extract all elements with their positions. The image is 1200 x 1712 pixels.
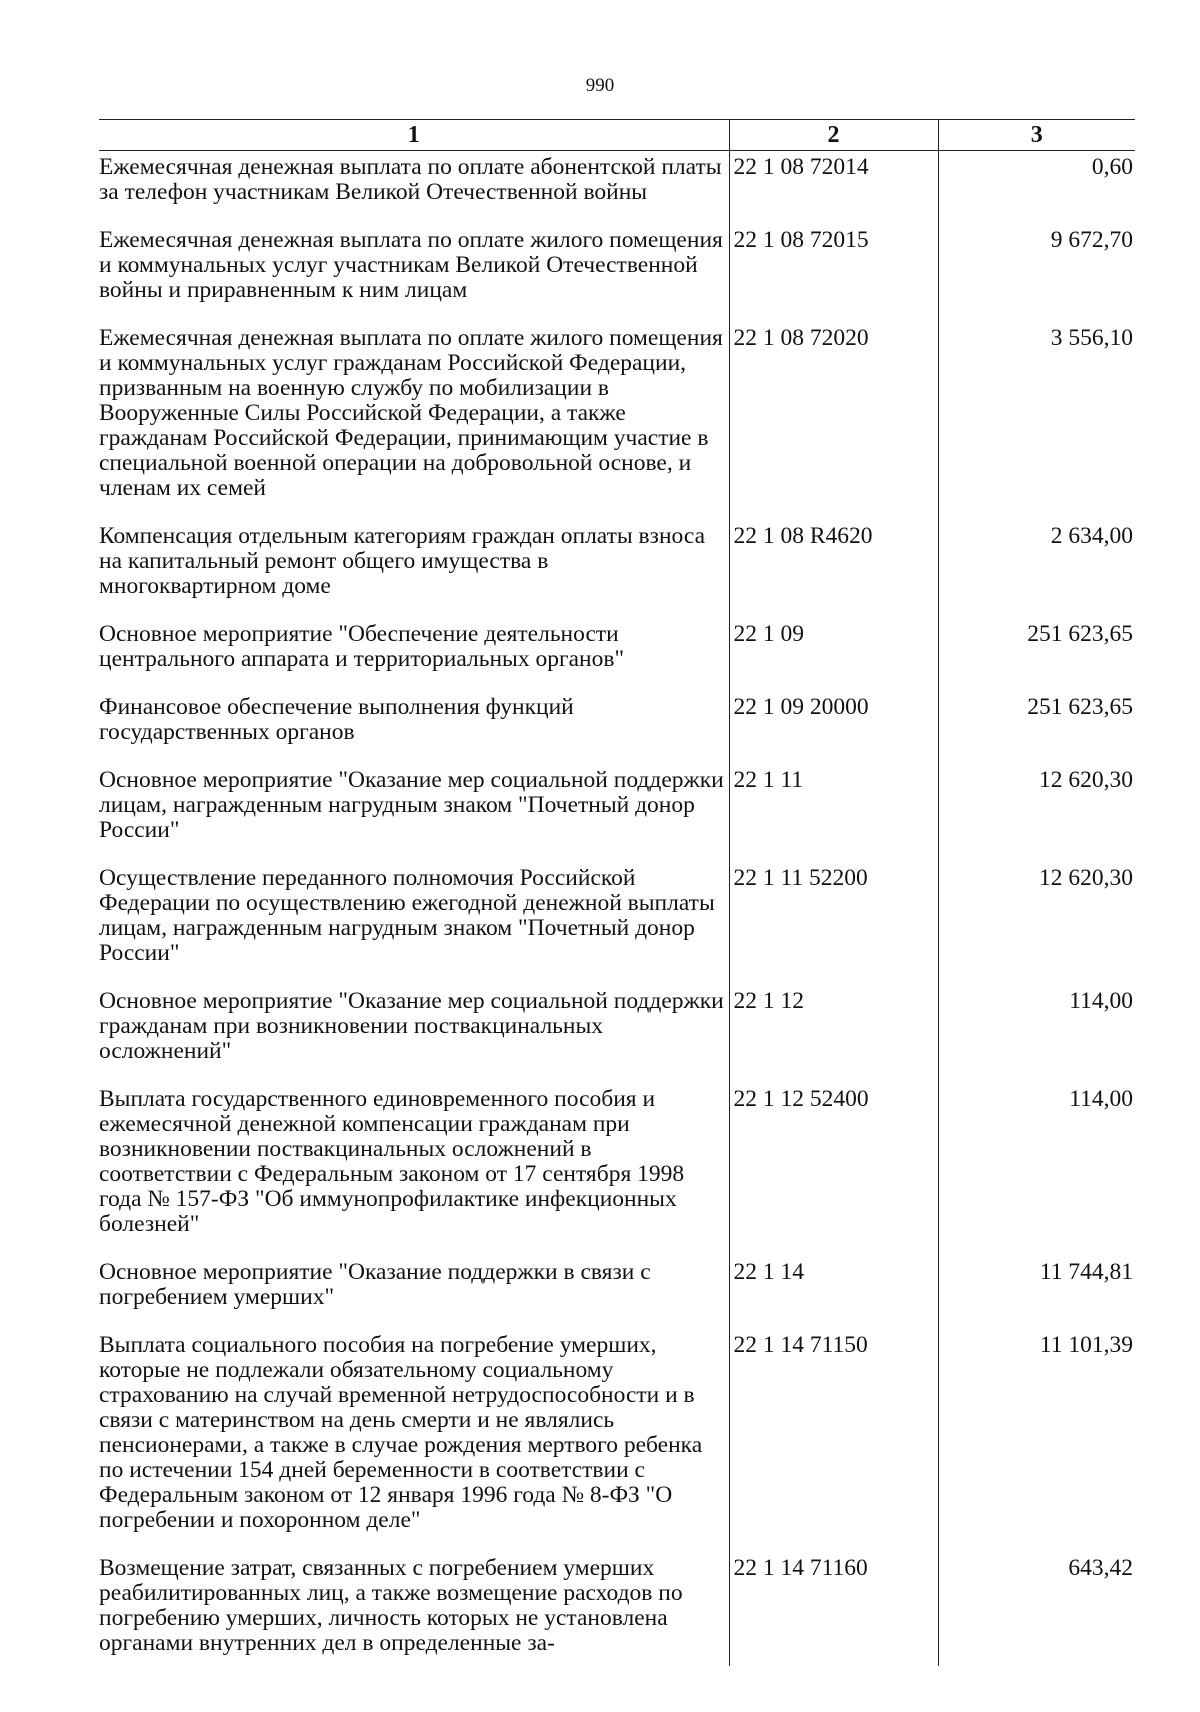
table-row <box>99 1087 1135 1260</box>
table-row <box>99 524 1135 622</box>
row-name: Основное мероприятие "Оказание мер социальной поддержки лицам, награжденным нагрудным знаком "Почетный донор России" <box>99 767 724 843</box>
table-row <box>99 989 1135 1087</box>
row-code: 22 1 08 72015 <box>729 228 938 326</box>
table-row <box>99 768 1135 866</box>
column-header-1: 1 <box>99 120 729 151</box>
table-row <box>99 1556 1135 1666</box>
row-amount: 11 101,39 <box>938 1333 1135 1556</box>
row-amount: 251 623,65 <box>938 622 1135 695</box>
table-row <box>99 228 1135 326</box>
table-row <box>99 151 1135 229</box>
row-amount: 3 556,10 <box>938 326 1135 524</box>
table-row <box>99 622 1135 695</box>
row-code: 22 1 08 R4620 <box>729 524 938 622</box>
row-name: Ежемесячная денежная выплата по оплате абонентской платы за телефон участникам Великой Отечественной войны <box>99 154 722 205</box>
table-row <box>99 326 1135 524</box>
table-header-row <box>99 120 1135 151</box>
row-code: 22 1 08 72014 <box>729 151 938 229</box>
budget-table <box>99 119 1135 1666</box>
row-amount: 12 620,30 <box>938 866 1135 989</box>
row-code: 22 1 09 <box>729 622 938 695</box>
table-row <box>99 695 1135 768</box>
row-amount: 114,00 <box>938 989 1135 1087</box>
row-amount: 9 672,70 <box>938 228 1135 326</box>
row-name: Финансовое обеспечение выполнения функций государственных органов <box>99 694 574 745</box>
table-row <box>99 1333 1135 1556</box>
table-row <box>99 866 1135 989</box>
row-name: Ежемесячная денежная выплата по оплате жилого помещения и коммунальных услуг участникам Великой Отечественной войны и приравненным к ним лицам <box>99 227 723 303</box>
row-code: 22 1 12 52400 <box>729 1087 938 1260</box>
row-name: Основное мероприятие "Обеспечение деятельности центрального аппарата и территориальных органов" <box>99 621 625 672</box>
row-code: 22 1 14 71150 <box>729 1333 938 1556</box>
row-name: Основное мероприятие "Оказание поддержки в связи с погребением умерших" <box>99 1259 651 1310</box>
row-name: Ежемесячная денежная выплата по оплате жилого помещения и коммунальных услуг гражданам Российской Федерации, призванным на военную службу по мобилизации в Вооруженные Силы Российской Федерации, а также гражданам Российской Федерации, принимающим участие в специальной военной операции на добровольной основе, и членам их семей <box>99 325 723 501</box>
row-name: Осуществление переданного полномочия Российской Федерации по осуществлению ежегодной денежной выплаты лицам, награжденным нагрудным знаком "Почетный донор России" <box>99 865 715 966</box>
row-amount: 11 744,81 <box>938 1260 1135 1333</box>
row-code: 22 1 14 <box>729 1260 938 1333</box>
row-code: 22 1 12 <box>729 989 938 1087</box>
row-amount: 2 634,00 <box>938 524 1135 622</box>
row-amount: 251 623,65 <box>938 695 1135 768</box>
row-name: Возмещение затрат, связанных с погребением умерших реабилитированных лиц, а также возмещение расходов по погребению умерших, личность которых не установлена органами внутренних дел в определенные за- <box>99 1555 683 1656</box>
column-header-2: 2 <box>729 120 938 151</box>
row-amount: 114,00 <box>938 1087 1135 1260</box>
page-number: 990 <box>585 75 615 96</box>
row-code: 22 1 11 52200 <box>729 866 938 989</box>
row-code: 22 1 09 20000 <box>729 695 938 768</box>
row-name: Основное мероприятие "Оказание мер социальной поддержки гражданам при возникновении поствакцинальных осложнений" <box>99 988 724 1064</box>
row-name: Компенсация отдельным категориям граждан оплаты взноса на капитальный ремонт общего имущества в многоквартирном доме <box>99 523 705 599</box>
table-row <box>99 1260 1135 1333</box>
column-header-3: 3 <box>938 120 1135 151</box>
row-amount: 0,60 <box>938 151 1135 229</box>
row-amount: 643,42 <box>938 1556 1135 1666</box>
row-code: 22 1 14 71160 <box>729 1556 938 1666</box>
row-code: 22 1 08 72020 <box>729 326 938 524</box>
row-code: 22 1 11 <box>729 768 938 866</box>
row-name: Выплата социального пособия на погребение умерших, которые не подлежали обязательному социальному страхованию на случай временной нетрудоспособности и в связи с материнством на день смерти и не являлись пенсионерами, а также в случае рождения мертвого ребенка по истечении 154 дней беременности в соответствии с Федеральным законом от 12 января 1996 года № 8-ФЗ "О погребении и похоронном деле" <box>99 1332 703 1533</box>
row-amount: 12 620,30 <box>938 768 1135 866</box>
row-name: Выплата государственного единовременного пособия и ежемесячной денежной компенсации гражданам при возникновении поствакцинальных осложнений в соответствии с Федеральным законом от 17 сентября 1998 года № 157-ФЗ "Об иммунопрофилактике инфекционных болезней" <box>99 1086 685 1237</box>
